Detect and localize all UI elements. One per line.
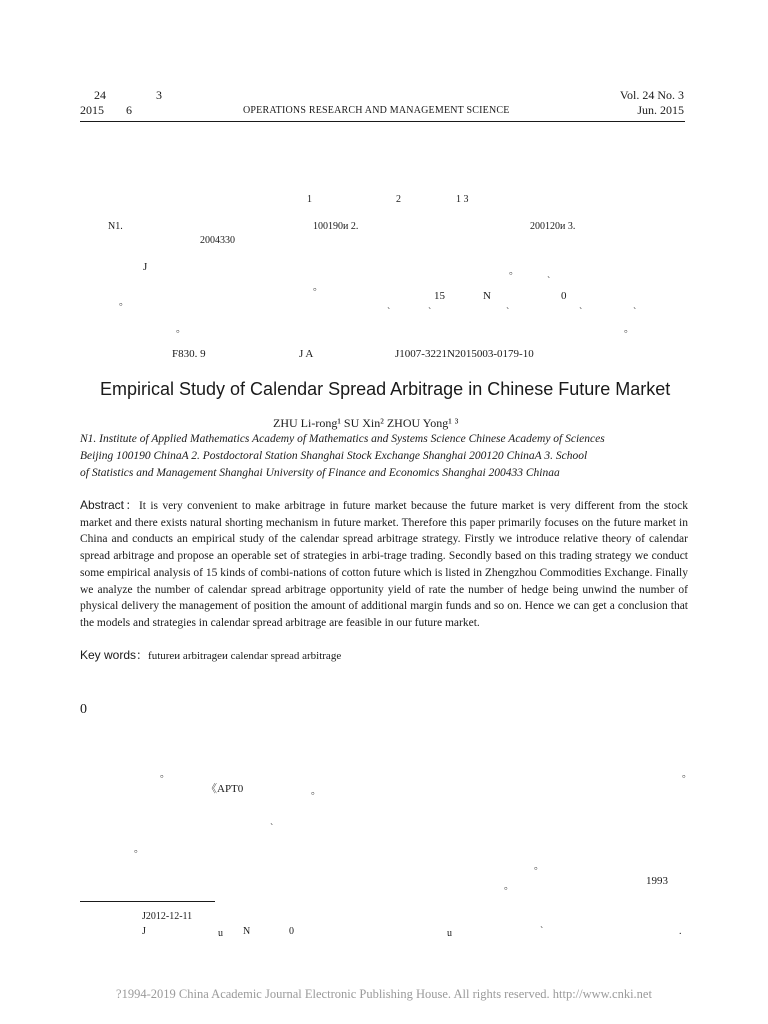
footnote-zero: 0 — [289, 926, 294, 937]
footnote-n: N — [243, 926, 251, 937]
header-date: Jun. 2015 — [637, 103, 684, 117]
body-punct: 。 — [134, 844, 144, 855]
footnote-fund: J — [142, 926, 146, 937]
footnote-punct: ˋ — [540, 926, 544, 937]
footnote-punct: . — [679, 926, 682, 937]
document-code: J A — [299, 348, 314, 360]
cn-abstract-punct: ˋ — [547, 276, 551, 287]
cn-abstract-number: 15 — [434, 290, 445, 302]
cn-abstract-zero: 0 — [561, 290, 567, 302]
cn-affil-postcode-2: 200120и 3. — [530, 221, 576, 232]
header-year: 2015 — [80, 103, 104, 117]
received-date: J2012-12-11 — [142, 911, 193, 922]
body-punct: 。 — [311, 786, 321, 797]
cn-abstract-n: N — [483, 290, 491, 302]
cn-abstract-punct: ˋ — [579, 307, 583, 318]
footnote-punct: u — [218, 928, 223, 939]
cn-abstract-punct: ˋ — [506, 307, 510, 318]
header-rule — [80, 121, 685, 122]
cn-abstract-punct: 。 — [119, 297, 129, 308]
clc-number: F830. 9 — [172, 348, 206, 360]
cn-abstract-punct: ˋ — [428, 307, 432, 318]
english-title: Empirical Study of Calendar Spread Arbitrage in Chinese Future Market — [100, 379, 671, 399]
abstract-label: Abstract： — [80, 498, 139, 512]
keywords-text: futureи arbitrageи calendar spread arbitrage — [148, 650, 342, 662]
keywords-line — [80, 646, 341, 663]
footnote-punct: u — [447, 928, 452, 939]
body-apt: 《APT0 — [206, 783, 244, 795]
cn-affil-postcode-3: 2004330 — [200, 235, 235, 246]
article-id: J1007-3221N2015003-0179-10 — [395, 348, 534, 360]
cn-author-mark-2: 2 — [396, 194, 401, 205]
cn-abstract-punct: ˋ — [387, 307, 391, 318]
cn-author-mark-3: 1 3 — [456, 194, 469, 205]
body-punct: 。 — [160, 769, 170, 780]
body-punct: 。 — [504, 881, 514, 892]
cn-author-mark-1: 1 — [307, 194, 312, 205]
body-punct: ˋ — [270, 823, 274, 834]
cn-abstract-punct: 。 — [624, 324, 634, 335]
affiliation-line: N1. Institute of Applied Mathematics Academy of Mathematics and Systems Science Chinese Academy of Sciences — [80, 433, 605, 445]
body-punct: 。 — [534, 861, 544, 872]
cn-affil-postcode-1: 100190и 2. — [313, 221, 359, 232]
header-issue: 3 — [156, 88, 162, 102]
header-month: 6 — [126, 103, 132, 117]
section-number: 0 — [80, 702, 87, 717]
header-vol-no: Vol. 24 No. 3 — [619, 88, 684, 102]
keywords-label: Key words： — [80, 648, 149, 662]
cn-abstract-label: J — [143, 261, 148, 273]
cn-abstract-punct: ˋ — [633, 307, 637, 318]
body-year: 1993 — [646, 875, 668, 887]
affiliation-line: Beijing 100190 ChinaA 2. Postdoctoral Station Shanghai Stock Exchange Shanghai 200120 ChinaA 3. School — [80, 450, 588, 462]
cn-affil-n1: N1. — [108, 221, 123, 232]
journal-name: OPERATIONS RESEARCH AND MANAGEMENT SCIENCE — [243, 105, 510, 116]
affiliation-line: of Statistics and Management Shanghai University of Finance and Economics Shanghai 200433 Chinaa — [80, 467, 560, 479]
english-abstract — [80, 497, 688, 632]
cn-abstract-punct: 。 — [509, 266, 519, 277]
header-volume: 24 — [94, 88, 106, 102]
cn-abstract-punct: 。 — [176, 324, 186, 335]
cn-abstract-punct: 。 — [313, 282, 323, 293]
abstract-text: It is very convenient to make arbitrage in future market because the future market is very different from the stock market and there exists natural shorting mechanism in future market. Therefore this paper primarily focuses on the future market in China and conducts an empirical study of the calendar spread arbitrage strategy. Firstly we introduce relative theory of calendar spread arbitrage and propose an operable set of strategies in arbi-trage trading. Secondly based on this trading strategy we conduct some empirical analysis of 15 kinds of combi-nations of cotton future which is listed in Zhengzhou Commodities Exchange. Finally we analyze the number of calendar spread arbitrage opportunity yield of rate the number of hedge being unwind the number of physical delivery the management of position the amount of additional margin funds and so on. Hence we can get a conclusion that the models and strategies in calendar spread arbitrage are feasible in our future market. — [80, 500, 688, 629]
english-authors: ZHU Li-rong¹ SU Xin² ZHOU Yong¹ ³ — [273, 416, 459, 430]
footnote-rule — [80, 901, 215, 902]
body-punct: 。 — [682, 769, 692, 780]
copyright-footer: ?1994-2019 China Academic Journal Electronic Publishing House. All rights reserved. http://www.cnki.net — [116, 987, 652, 1001]
